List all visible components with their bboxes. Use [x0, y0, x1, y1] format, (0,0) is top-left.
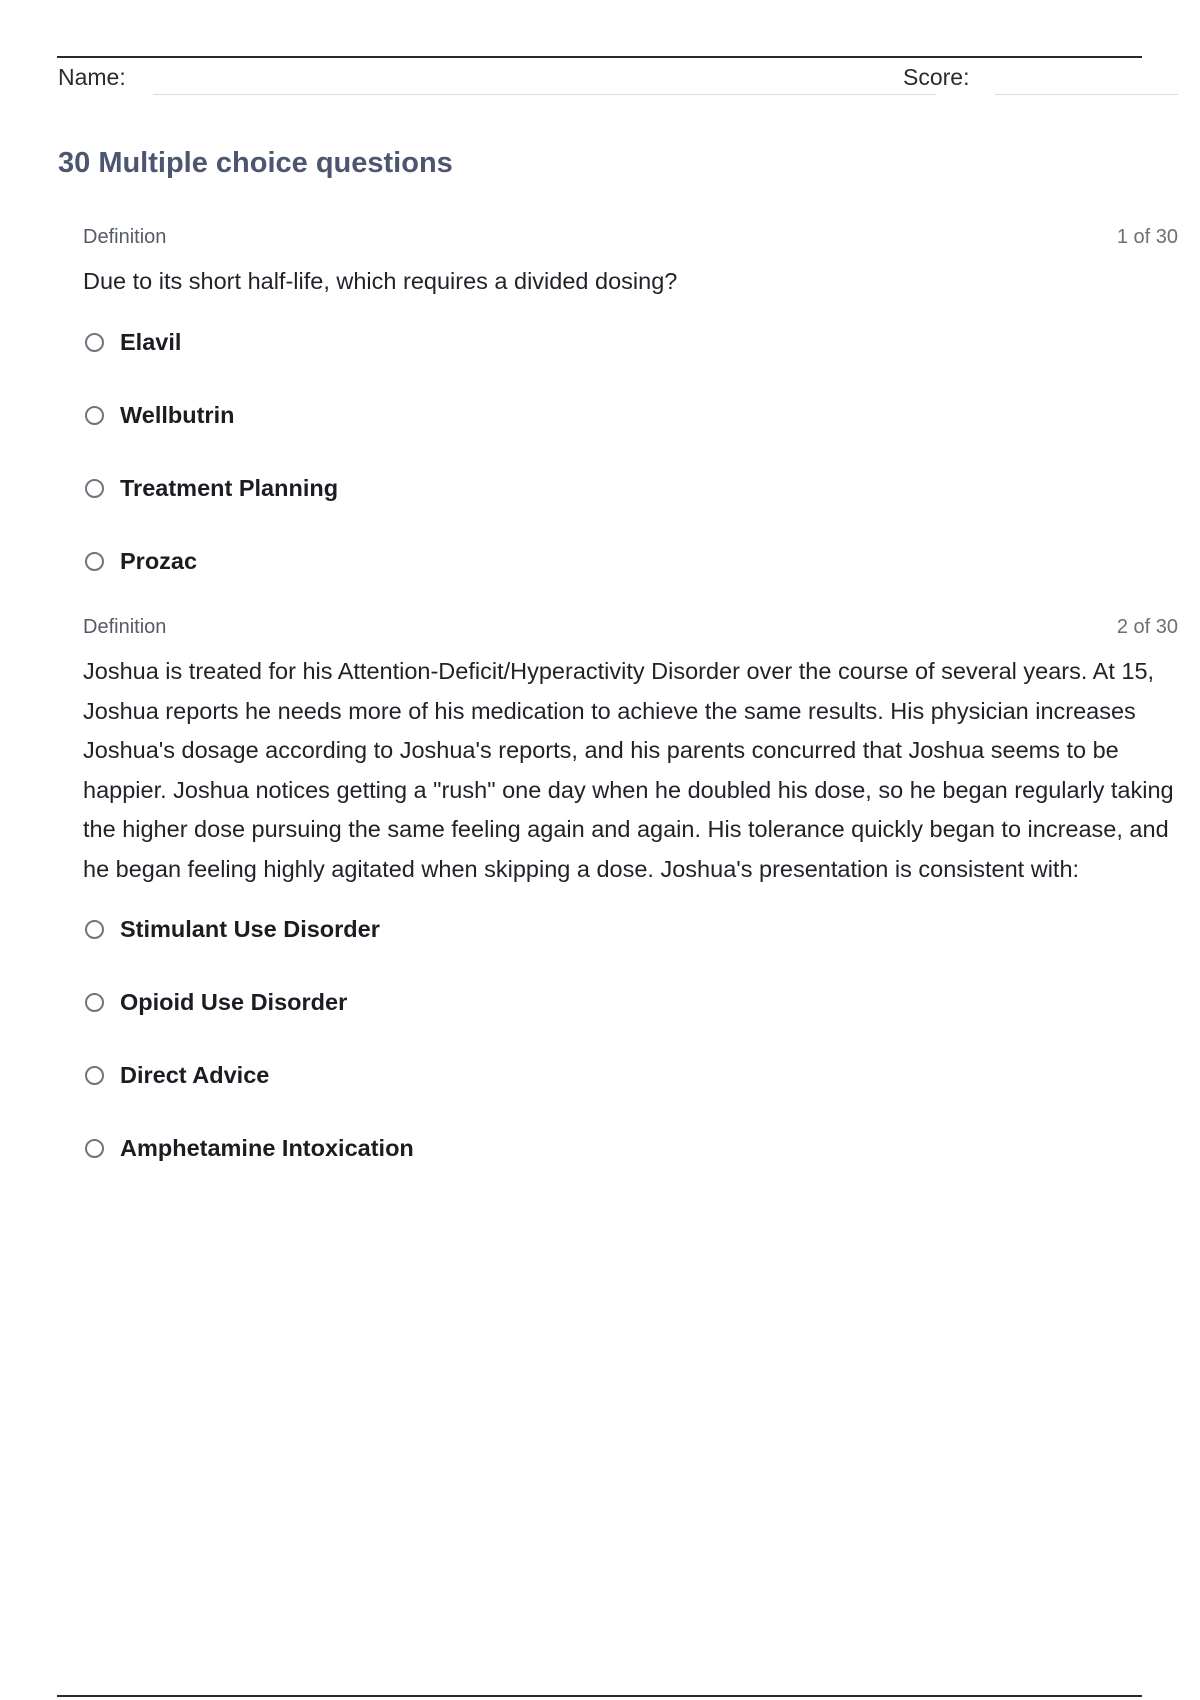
radio-button[interactable] [85, 406, 104, 425]
option-item[interactable] [83, 966, 1178, 1039]
radio-button[interactable] [85, 1139, 104, 1158]
question-text: Joshua is treated for his Attention-Deficit/Hyperactivity Disorder over the course of several years. At 15, Joshua reports he needs more of his medication to achieve the same results. His physician increases Joshua's dosage according to Joshua's reports, and his parents concurred that Joshua seems to be happier. Joshua notices getting a "rush" one day when he doubled his dose, so he began regularly taking the higher dose pursuing the same feeling again and again. His tolerance quickly began to increase, and he began feeling highly agitated when skipping a dose. Joshua's presentation is consistent with: [83, 658, 1174, 882]
radio-button[interactable] [85, 920, 104, 939]
radio-button[interactable] [85, 1066, 104, 1085]
header-row [58, 60, 1178, 96]
option-label: Treatment Planning [120, 474, 339, 501]
option-item[interactable] [83, 1039, 1178, 1112]
option-item[interactable] [83, 379, 1178, 452]
top-rule [57, 56, 1142, 58]
question-counter: 2 of 30 [1116, 616, 1178, 638]
question-1 [83, 224, 1178, 598]
option-item[interactable] [83, 306, 1178, 379]
section-title: 30 Multiple choice questions [58, 147, 453, 179]
question-kind: Definition [83, 226, 167, 248]
question-header [83, 614, 1178, 644]
score-label: Score: [903, 64, 970, 90]
option-item[interactable] [83, 452, 1178, 525]
question-header [83, 224, 1178, 254]
question-2 [83, 614, 1178, 1185]
option-item[interactable] [83, 893, 1178, 966]
name-label: Name: [58, 64, 126, 90]
option-label: Elavil [120, 328, 182, 355]
option-label: Opioid Use Disorder [120, 989, 348, 1015]
name-field[interactable] [153, 94, 936, 95]
option-item[interactable] [83, 1112, 1178, 1185]
question-text: Due to its short half-life, which requires a divided dosing? [83, 268, 678, 294]
option-label: Amphetamine Intoxication [120, 1135, 414, 1161]
bottom-rule [57, 1695, 1142, 1697]
question-kind: Definition [83, 616, 167, 638]
option-item[interactable] [83, 525, 1178, 598]
radio-button[interactable] [85, 479, 104, 498]
question-counter: 1 of 30 [1116, 226, 1178, 248]
option-label: Prozac [120, 547, 198, 574]
option-list [83, 893, 1178, 1185]
radio-button[interactable] [85, 333, 104, 352]
score-field[interactable] [995, 94, 1178, 95]
option-label: Wellbutrin [120, 401, 235, 428]
option-label: Stimulant Use Disorder [120, 916, 380, 942]
radio-button[interactable] [85, 993, 104, 1012]
option-list [83, 306, 1178, 598]
option-label: Direct Advice [120, 1062, 270, 1088]
radio-button[interactable] [85, 552, 104, 571]
